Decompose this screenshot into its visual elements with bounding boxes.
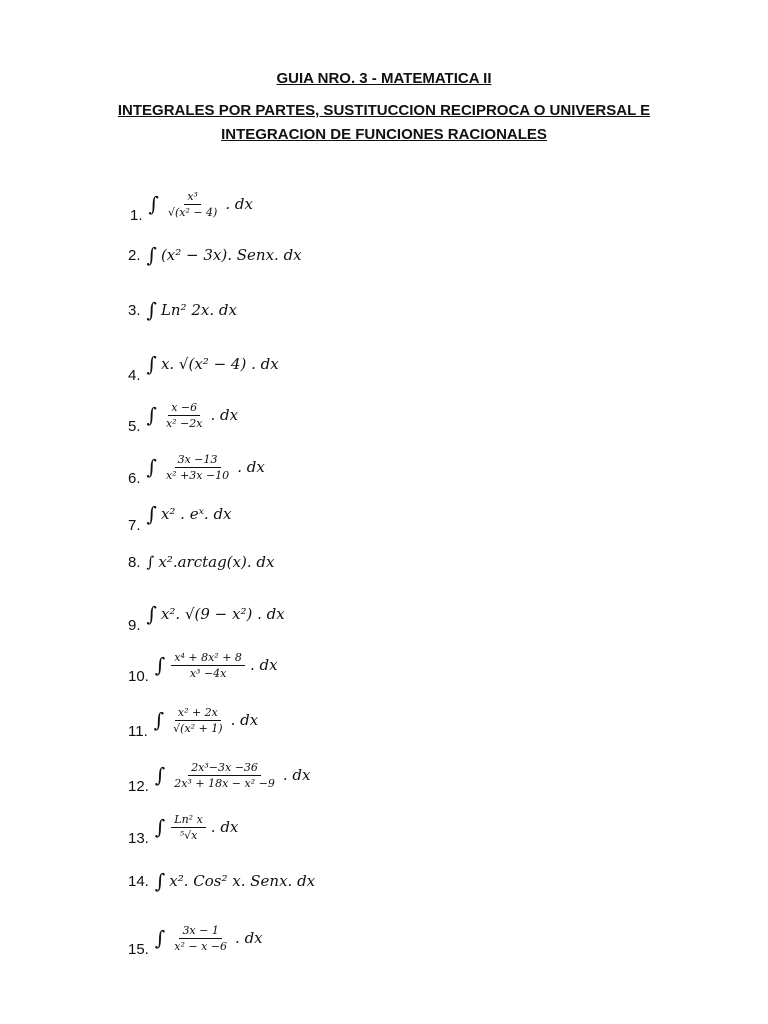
- numerator: 2x³−3x −36: [188, 761, 261, 776]
- exercise-15: [128, 916, 263, 960]
- numerator: x⁴ + 8x² + 8: [171, 651, 245, 666]
- exercise-9: [128, 592, 285, 636]
- integral-sign: ∫: [154, 815, 166, 839]
- fraction: [163, 453, 232, 482]
- exercise-number: 1.: [130, 207, 143, 224]
- exercise-number: 14.: [128, 872, 149, 890]
- exercise-number: 7.: [128, 517, 141, 534]
- exercise-number: 2.: [128, 246, 141, 264]
- integral-sign: ∫: [146, 602, 157, 626]
- numerator: 3x − 1: [179, 924, 221, 939]
- integral-sign: ∫: [146, 502, 157, 526]
- exercise-3: [128, 288, 237, 332]
- denominator: x² − x −6: [174, 939, 228, 953]
- exercise-number: 12.: [128, 778, 149, 795]
- exercise-number: 5.: [128, 418, 141, 435]
- differential: . dx: [282, 766, 311, 784]
- integral-sign: ∫: [146, 352, 157, 376]
- fraction: [163, 401, 206, 430]
- integral-sign: ∫: [146, 553, 155, 571]
- exercise-number: 3.: [128, 301, 141, 319]
- exercise-number: 11.: [128, 723, 148, 740]
- integral-sign: ∫: [148, 192, 159, 216]
- fraction: [171, 761, 278, 790]
- exercise-10: [128, 643, 278, 687]
- exercise-number: 10.: [128, 668, 149, 685]
- exercise-number: 8.: [128, 553, 141, 571]
- integral-sign: ∫: [153, 708, 165, 732]
- exercise-number: 13.: [128, 830, 149, 847]
- exercise-14: [128, 859, 315, 903]
- fraction: [171, 924, 230, 953]
- exercise-number: 9.: [128, 617, 141, 634]
- fraction: [171, 813, 206, 842]
- denominator: 2x³ + 18x − x² −9: [174, 776, 275, 790]
- numerator: Ln² x: [171, 813, 206, 828]
- differential: . dx: [237, 458, 265, 476]
- denominator: x² −2x: [165, 416, 203, 430]
- fraction: [165, 190, 220, 219]
- exercise-number: 4.: [128, 367, 141, 384]
- differential: . dx: [249, 656, 278, 674]
- exercise-2: [128, 233, 302, 277]
- denominator: √(x² + 1): [173, 721, 223, 735]
- fraction: [170, 706, 225, 735]
- denominator: ⁵√x: [179, 828, 198, 842]
- page-title: GUIA NRO. 3 - MATEMATICA II: [276, 70, 492, 87]
- subtitle-line-2: INTEGRACION DE FUNCIONES RACIONALES: [221, 126, 547, 143]
- exercise-4: [128, 342, 279, 386]
- exercise-13: [128, 805, 238, 849]
- differential: . dx: [235, 929, 263, 947]
- numerator: x² + 2x: [175, 706, 221, 721]
- integral-sign: ∫: [146, 298, 157, 322]
- integral-sign: ∫: [146, 243, 157, 267]
- fraction: [171, 651, 245, 680]
- integrand: Ln² 2x. dx: [160, 301, 237, 319]
- exercise-5: [128, 393, 238, 437]
- integral-sign: ∫: [146, 403, 157, 427]
- differential: . dx: [225, 195, 253, 213]
- differential: . dx: [230, 711, 259, 729]
- integrand: x. √(x² − 4) . dx: [160, 355, 279, 373]
- exercise-8: [128, 540, 274, 584]
- integral-sign: ∫: [154, 926, 166, 950]
- denominator: x² +3x −10: [165, 468, 230, 482]
- exercise-11: [128, 698, 258, 742]
- integral-sign: ∫: [154, 653, 166, 677]
- integrand: x². Cos² x. Senx. dx: [169, 872, 316, 890]
- exercise-7: [128, 492, 232, 536]
- numerator: x −6: [168, 401, 200, 416]
- subtitle-line-1: INTEGRALES POR PARTES, SUSTITUCCION RECIPROCA O UNIVERSAL E: [117, 102, 651, 119]
- integrand: (x² − 3x). Senx. dx: [160, 246, 302, 264]
- integrand: x² . eˣ. dx: [160, 505, 232, 523]
- exercise-number: 15.: [128, 941, 149, 958]
- exercise-1: [130, 182, 253, 226]
- exercise-6: [128, 445, 265, 489]
- differential: . dx: [210, 818, 239, 836]
- numerator: 3x −13: [175, 453, 221, 468]
- integral-sign: ∫: [154, 869, 166, 893]
- numerator: x³: [184, 190, 201, 205]
- denominator: x³ −4x: [189, 666, 227, 680]
- exercise-12: [128, 753, 310, 797]
- integrand: x². √(9 − x²) . dx: [160, 605, 285, 623]
- integral-sign: ∫: [154, 763, 166, 787]
- differential: . dx: [210, 406, 239, 424]
- denominator: √(x² − 4): [167, 205, 218, 219]
- exercise-number: 6.: [128, 470, 141, 487]
- integral-sign: ∫: [146, 455, 157, 479]
- integrand: x².arctag(x). dx: [158, 553, 275, 571]
